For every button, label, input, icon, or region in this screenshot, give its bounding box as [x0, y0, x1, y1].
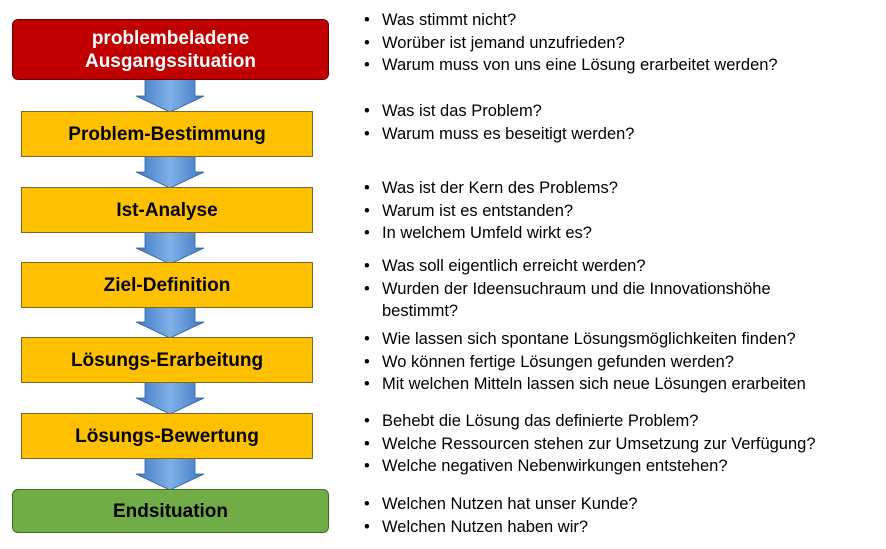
step-label: Ist-Analyse: [116, 199, 218, 221]
arrow-down-icon: [136, 306, 204, 338]
step-box-ist-analyse: [21, 187, 313, 233]
question-item: • Wie lassen sich spontane Lösungsmöglichkeiten finden?: [364, 328, 806, 351]
question-item: • Welche Ressourcen stehen zur Umsetzung zur Verfügung?: [364, 433, 816, 456]
step-box-start: [12, 19, 329, 80]
question-item: • Welchen Nutzen hat unser Kunde?: [364, 493, 638, 516]
question-list-start: [364, 9, 778, 77]
question-item: • Was stimmt nicht?: [364, 9, 778, 32]
question-item: • Wurden der Ideensuchraum und die Innovationshöhe bestimmt?: [364, 278, 844, 323]
question-item: • Was soll eigentlich erreicht werden?: [364, 255, 844, 278]
question-item: • Mit welchen Mitteln lassen sich neue Lösungen erarbeiten: [364, 373, 806, 396]
question-list-loesungs-bewertung: [364, 410, 816, 478]
step-box-loesungs-bewertung: [21, 413, 313, 459]
question-list-ziel-definition: [364, 255, 844, 323]
step-label: Lösungs-Bewertung: [75, 425, 259, 447]
question-item: • Was ist der Kern des Problems?: [364, 177, 618, 200]
step-label: Ausgangssituation: [84, 50, 256, 72]
question-item: • Welche negativen Nebenwirkungen entstehen?: [364, 455, 816, 478]
question-list-problem-bestimmung: [364, 100, 635, 145]
arrow-down-icon: [136, 78, 204, 112]
step-box-ziel-definition: [21, 262, 313, 308]
question-item: • Was ist das Problem?: [364, 100, 635, 123]
question-list-loesungs-erarbeitung: [364, 328, 806, 396]
question-item: • Welchen Nutzen haben wir?: [364, 516, 638, 539]
step-label: Endsituation: [112, 500, 229, 522]
question-item: • Wo können fertige Lösungen gefunden werden?: [364, 351, 806, 374]
step-box-loesungs-erarbeitung: [21, 337, 313, 383]
arrow-down-icon: [136, 156, 204, 188]
step-label: Lösungs-Erarbeitung: [70, 349, 264, 371]
step-label: problembeladene: [91, 27, 250, 49]
arrow-down-icon: [136, 232, 204, 264]
step-box-endsituation: [12, 489, 329, 533]
question-item: • Warum muss von uns eine Lösung erarbeitet werden?: [364, 54, 778, 77]
question-item: • Worüber ist jemand unzufrieden?: [364, 32, 778, 55]
question-list-ist-analyse: [364, 177, 618, 245]
question-item: • Warum ist es entstanden?: [364, 200, 618, 223]
arrow-down-icon: [136, 458, 204, 490]
step-label: Ziel-Definition: [103, 274, 231, 296]
question-item: • Behebt die Lösung das definierte Problem?: [364, 410, 816, 433]
question-item: • Warum muss es beseitigt werden?: [364, 123, 635, 146]
step-box-problem-bestimmung: [21, 111, 313, 157]
arrow-down-icon: [136, 382, 204, 414]
question-item: • In welchem Umfeld wirkt es?: [364, 222, 618, 245]
step-label: Problem-Bestimmung: [68, 123, 266, 145]
question-list-endsituation: [364, 493, 638, 538]
